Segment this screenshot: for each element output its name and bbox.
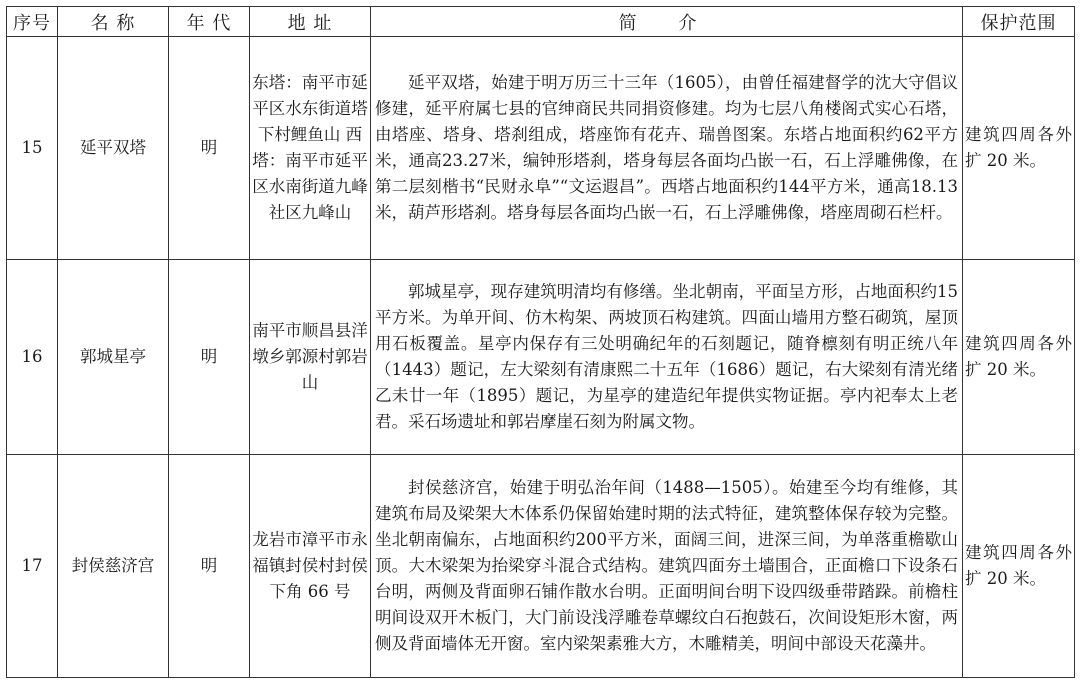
row-index: 17 xyxy=(7,455,58,678)
row-era: 明 xyxy=(169,260,250,455)
row-era: 明 xyxy=(169,455,250,678)
header-intro: 简 介 xyxy=(371,7,963,37)
row-index: 15 xyxy=(7,37,58,260)
row-address: 龙岩市漳平市永福镇封侯村封侯下角 66 号 xyxy=(250,455,371,678)
row-intro: 郭城星亭，现存建筑明清均有修缮。坐北朝南，平面呈方形，占地面积约15平方米。为单开间、仿木构架、两坡顶石构建筑。四面山墙用方整石砌筑，屋顶用石板覆盖。星亭内保存有三处明确纪年的石刻题记，随脊檩刻有明正统八年（1443）题记，左大梁刻有清康熙二十五年（1686）题记，右大梁刻有清光绪乙未廿一年（1895）题记，为星亭的建造纪年提供实物证据。亭内祀奉太上老君。采石场遗址和郭岩摩崖石刻为附属文物。 xyxy=(375,282,958,431)
table-row xyxy=(7,260,1075,455)
header-address: 地 址 xyxy=(250,7,371,37)
row-intro: 延平双塔，始建于明万历三十三年（1605），由曾任福建督学的沈大守倡议修建，延平府属七县的官绅商民共同捐资修建。均为七层八角楼阁式实心石塔，由塔座、塔身、塔刹组成，塔座饰有花卉、瑞兽图案。东塔占地面积约62平方米，通高23.27米，编钟形塔刹，塔身每层各面均凸嵌一石，石上浮雕佛像，在第二层刻楷书“民财永阜”“文运遐昌”。西塔占地面积约144平方米，通高18.13米，葫芦形塔刹。塔身每层各面均凸嵌一石，石上浮雕佛像，塔座周砌石栏杆。 xyxy=(375,73,958,222)
row-index: 16 xyxy=(7,260,58,455)
heritage-table xyxy=(6,6,1075,678)
table-row xyxy=(7,455,1075,678)
table-row xyxy=(7,37,1075,260)
row-address: 南平市顺昌县洋墩乡郭源村郭岩山 xyxy=(250,260,371,455)
row-intro-cell xyxy=(371,260,963,455)
header-index: 序号 xyxy=(7,7,58,37)
row-name: 封侯慈济宫 xyxy=(58,455,169,678)
header-scope: 保护范围 xyxy=(963,7,1075,37)
row-era: 明 xyxy=(169,37,250,260)
row-intro-cell xyxy=(371,37,963,260)
row-intro: 封侯慈济宫，始建于明弘治年间（1488—1505）。始建至今均有维修，其建筑布局及梁架大木体系仍保留始建时期的法式特征，建筑整体保存较为完整。坐北朝南偏东，占地面积约200平方米，面阔三间，进深三间，为单落重檐歇山顶。大木梁架为抬梁穿斗混合式结构。建筑四面夯土墙围合，正面檐口下设条石台明，两侧及背面卵石铺作散水台明。正面明间台明下设四级垂带踏跺。前檐柱明间设双开木板门，大门前设浅浮雕卷草螺纹白石抱鼓石，次间设矩形木窗，两侧及背面墙体无开窗。室内梁架素雅大方，木雕精美，明间中部设天花藻井。 xyxy=(375,478,958,653)
row-scope: 建筑四周各外扩 20 米。 xyxy=(963,37,1075,260)
row-intro-cell xyxy=(371,455,963,678)
row-name: 延平双塔 xyxy=(58,37,169,260)
row-name: 郭城星亭 xyxy=(58,260,169,455)
row-scope: 建筑四周各外扩 20 米。 xyxy=(963,260,1075,455)
header-era: 年 代 xyxy=(169,7,250,37)
row-address: 东塔：南平市延平区水东街道塔下村鲤鱼山 西塔：南平市延平区水南街道九峰社区九峰山 xyxy=(250,37,371,260)
header-row xyxy=(7,7,1075,37)
header-name: 名 称 xyxy=(58,7,169,37)
row-scope: 建筑四周各外扩 20 米。 xyxy=(963,455,1075,678)
